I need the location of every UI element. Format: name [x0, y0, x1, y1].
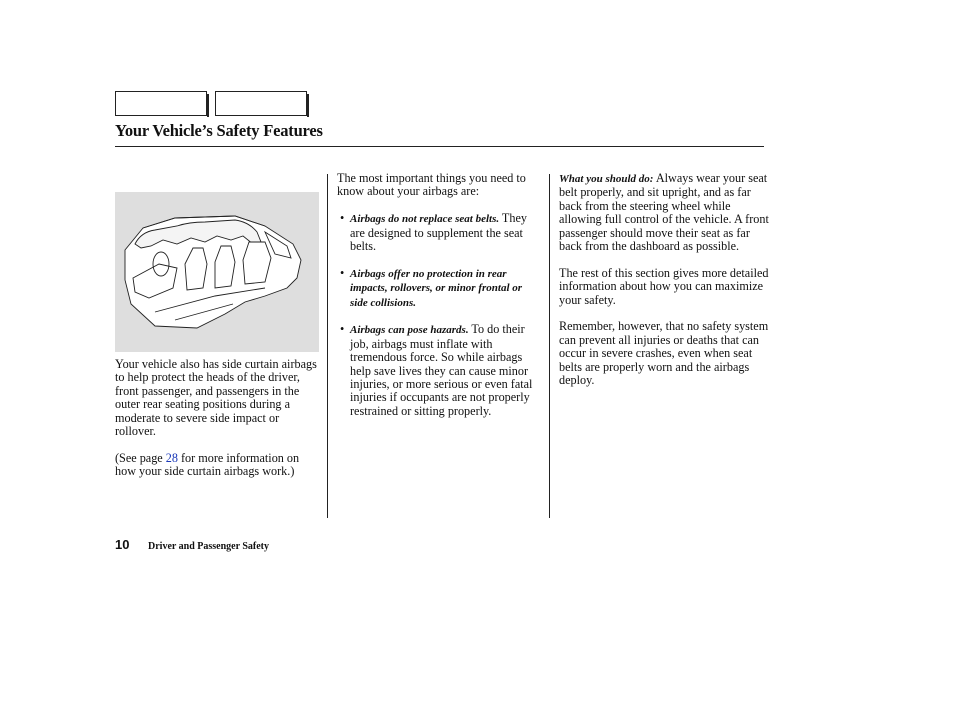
column-divider-2	[549, 174, 550, 518]
car-airbag-icon	[115, 192, 319, 352]
rest-of-section-paragraph: The rest of this section gives more detailed information about how you can maximize your safety.	[559, 265, 769, 307]
what-you-should-do-lead: What you should do:	[559, 173, 654, 185]
title-divider	[115, 146, 764, 147]
bullet-dot-icon: •	[340, 265, 345, 280]
footer-section-name: Driver and Passenger Safety	[148, 541, 270, 552]
bullet-lead: Airbags offer no protection in rear impacts, rollovers, or minor frontal or side collisions.	[350, 267, 523, 309]
airbag-intro: The most important things you need to know about your airbags are:	[337, 171, 526, 199]
bullet-lead: Airbags do not replace seat belts.	[350, 213, 500, 226]
bullet-text: To do their job, airbags must inflate with tremendous force. So while airbags help save lives they can cause minor injuries, or more serious or even fatal injuries if occupants are not properly restrained or sitting properly.	[350, 322, 533, 418]
bullet-text: They are designed to supplement the seat belts.	[350, 211, 527, 254]
page-title: Your Vehicle’s Safety Features	[115, 121, 323, 140]
nav-box-contents[interactable]	[115, 91, 207, 116]
what-you-should-do-text: Always wear your seat belt properly, and sit upright, and as far back from the steering wheel while allowing full control of the vehicle. A front passenger should move their seat as far back from the dashboard as possible.	[559, 171, 769, 254]
bullet-item	[337, 212, 542, 253]
column-left	[115, 358, 320, 479]
column-divider-1	[327, 174, 328, 518]
page-number: 10	[115, 537, 130, 552]
column-middle	[337, 172, 542, 418]
column-right	[559, 172, 771, 387]
bullet-item	[337, 323, 542, 418]
see-page-paragraph	[115, 452, 320, 479]
nav-box-index[interactable]	[215, 91, 307, 116]
bullet-lead: Airbags can pose hazards.	[350, 324, 469, 337]
car-interior-airbag-illustration	[115, 192, 319, 352]
side-curtain-paragraph: Your vehicle also has side curtain airbags to help protect the heads of the driver, front passenger, and passengers in the outer rear seating positions during a moderate to severe side impact or rollover.	[115, 357, 317, 439]
bullet-dot-icon: •	[340, 322, 345, 337]
see-page-text-after: for more information on how your side curtain airbags work.)	[115, 450, 300, 479]
remember-paragraph: Remember, however, that no safety system can prevent all injuries or deaths that can occur in severe crashes, even when seat belts are properly worn and the airbags deploy.	[559, 319, 769, 388]
see-page-text-before: (See page	[115, 450, 166, 465]
what-you-should-do-paragraph	[559, 172, 771, 253]
bullet-item	[337, 267, 542, 310]
bullet-dot-icon: •	[340, 211, 345, 226]
page-28-link[interactable]: 28	[165, 450, 178, 465]
